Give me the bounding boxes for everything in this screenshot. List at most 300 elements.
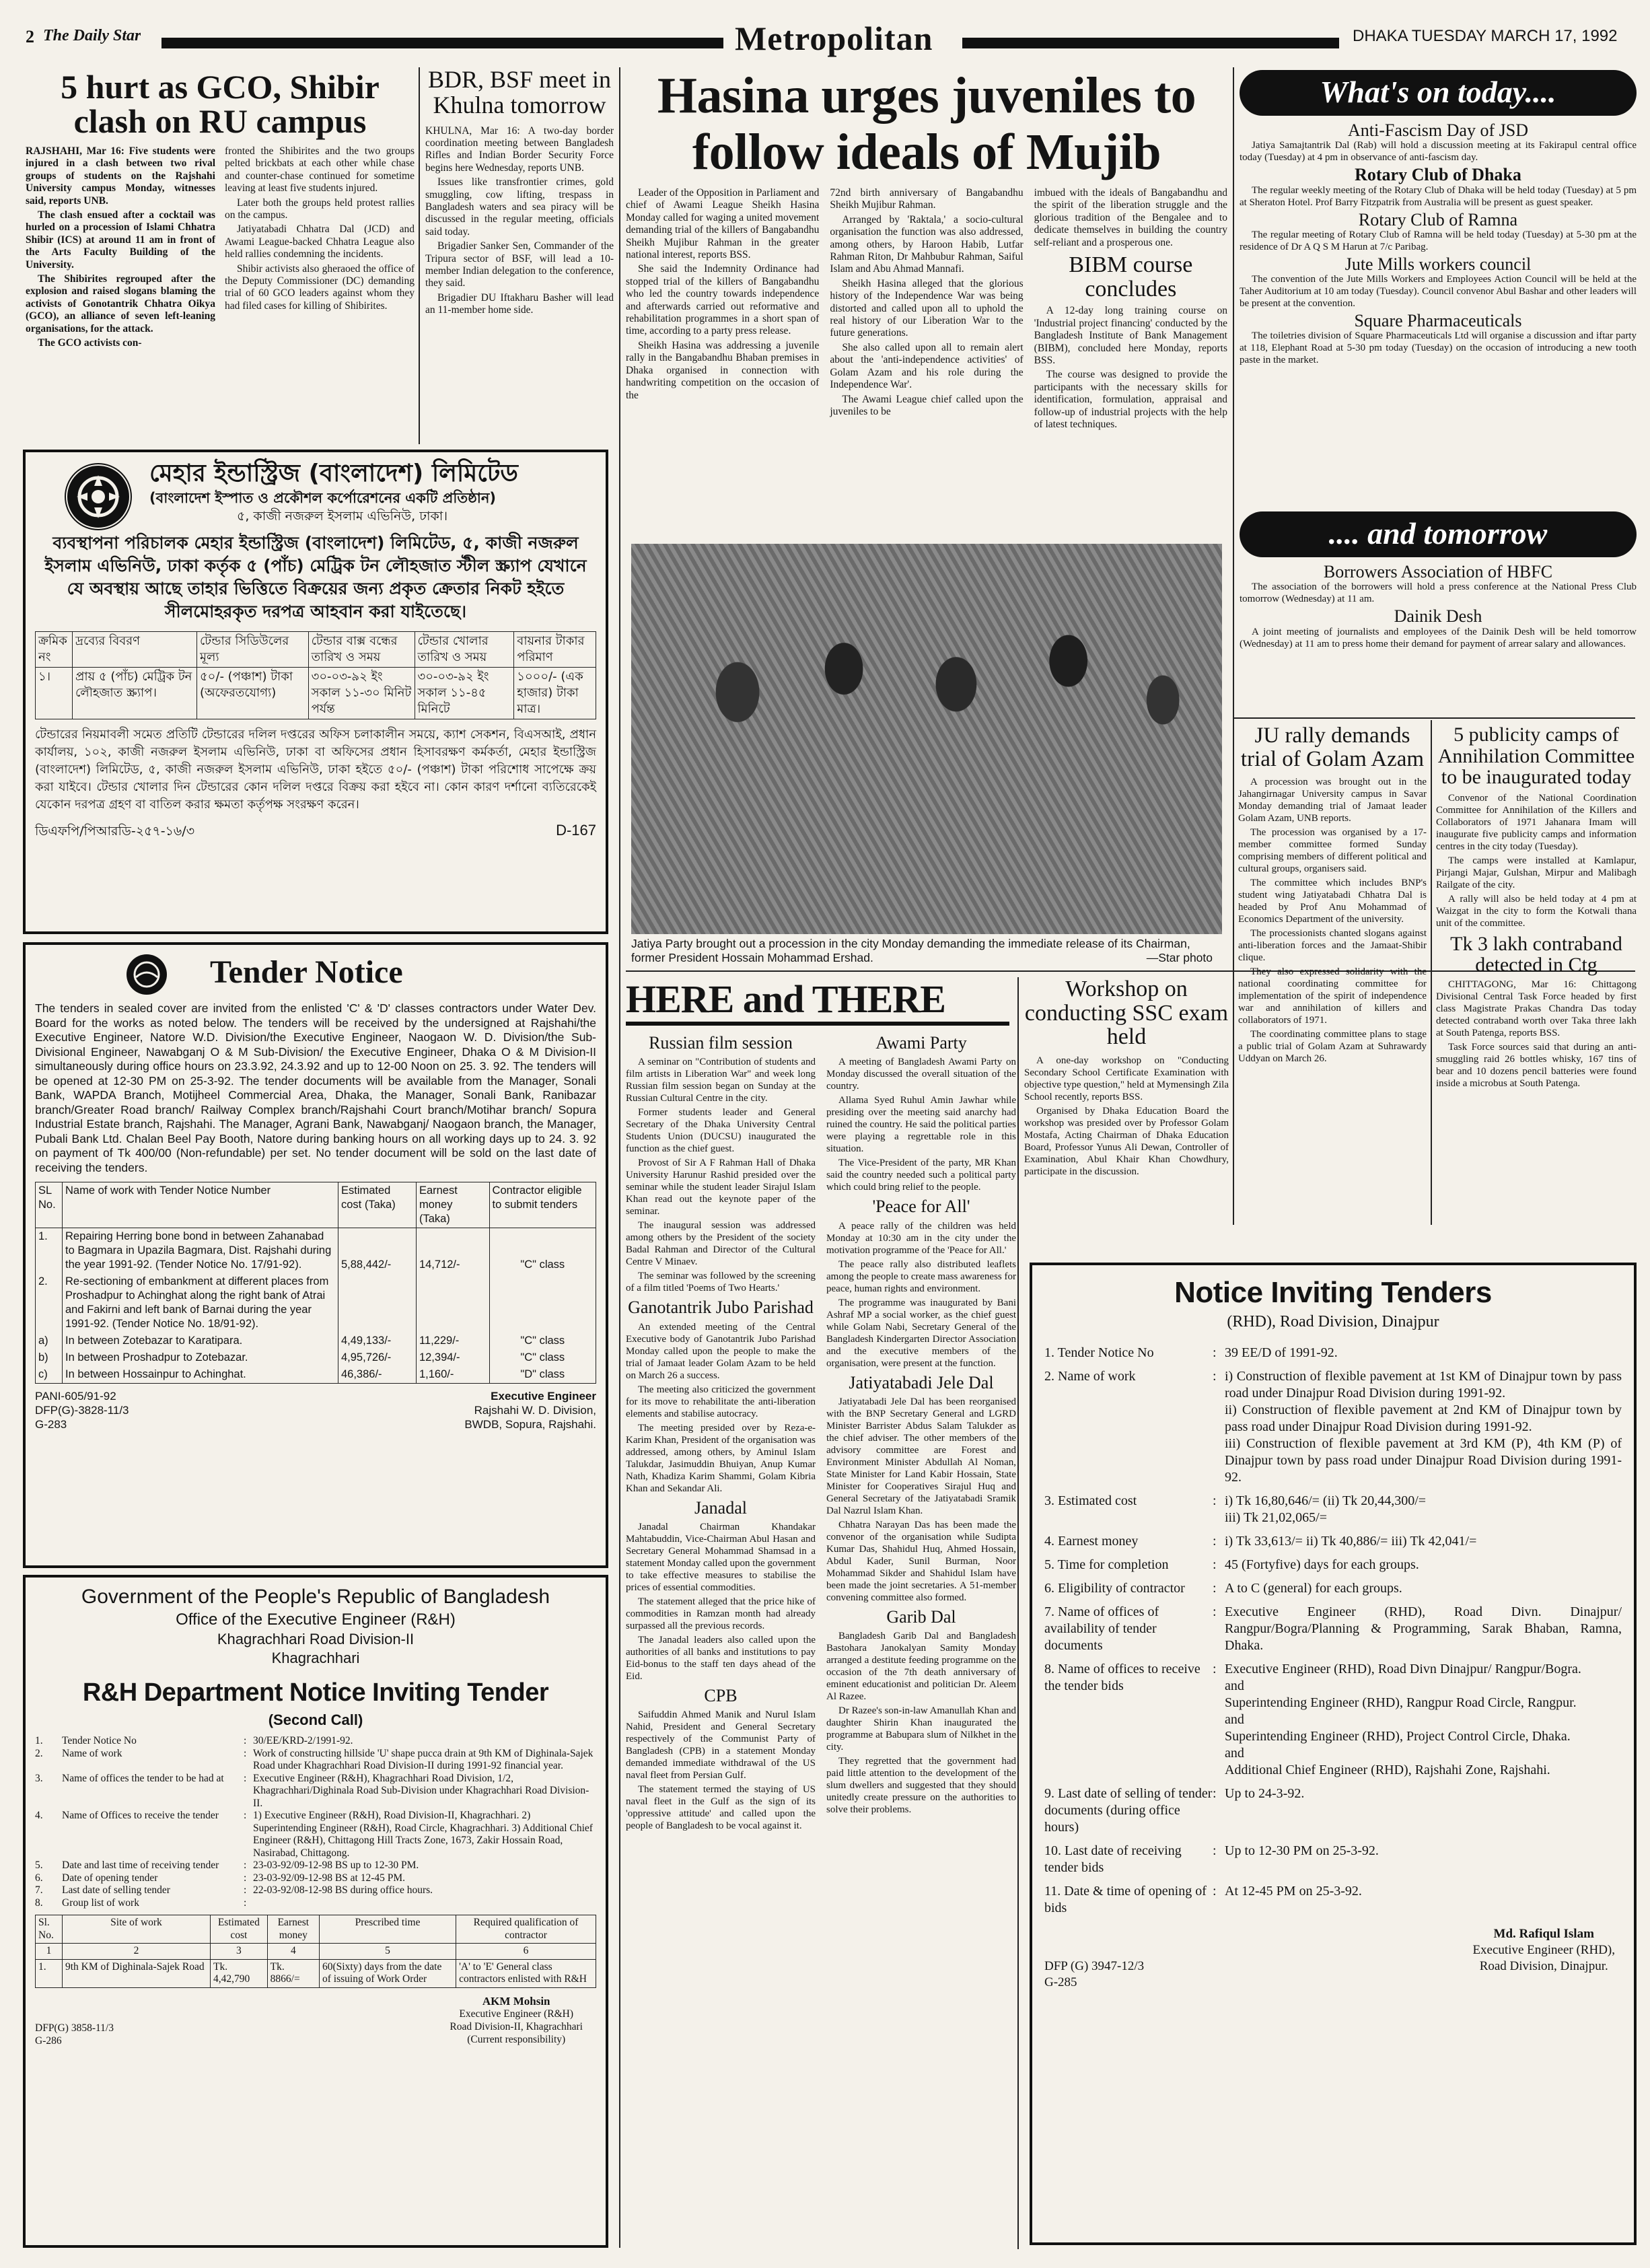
paragraph: They also expressed solidarity with the national coordinating committee for implementation of the spirit of independence war and annihilation of killers and collaborators of 1971.	[1238, 966, 1427, 1026]
sl-cell: 1.	[36, 1228, 63, 1274]
whats-on-today	[1240, 70, 1637, 514]
paragraph: A one-day workshop on "Conducting Secondary School Certificate Examination with objective type question," held at Mymensingh Zila School recently, reports BSS.	[1024, 1055, 1229, 1103]
paragraph: 72nd birth anniversary of Bangabandhu Sheikh Mujibur Rahman.	[830, 187, 1024, 211]
paragraph: Brigadier DU Iftakharu Basher will lead an 11-member home side.	[425, 291, 614, 316]
col-header: ক্রমিক নং	[36, 632, 73, 668]
item-key: Tender Notice No	[62, 1735, 137, 1746]
item-value: Work of constructing hillside 'U' shape pucca drain at 9th KM of Dighinala-Sajek Road under Khagrachhari Road Division-II during 1991-92 financial year.	[253, 1747, 594, 1771]
item-value: 23-03-92/09-12-98 BS up to 12-30 PM.	[253, 1859, 419, 1871]
item-value: 22-03-92/08-12-98 BS during office hours.	[253, 1884, 433, 1896]
separator: :	[1213, 1884, 1217, 1899]
col-header: Site of work	[63, 1915, 211, 1944]
photo-caption: Jatiya Party brought out a procession in the city Monday demanding the immediate release of its Chairman, former President Hossain Mohammad Ershad.	[631, 937, 1190, 964]
tk3-headline: Tk 3 lakh contraband detected in Ctg	[1450, 932, 1622, 976]
nit-row	[1044, 1785, 1622, 1836]
nit-row-key: 4. Earnest money	[1044, 1534, 1139, 1549]
work-cell: In between Hossainpur to Achinghat.	[63, 1366, 338, 1384]
rh-call: (Second Call)	[268, 1711, 363, 1728]
here-and-there	[626, 977, 1016, 2249]
paragraph: The Shibirites regrouped after the explosion and raised slogans blaming the activists of Gonotantrik Chhatra Oikya (GCO), an alliance of seven left-leaning organisations, for the attack.	[26, 273, 215, 334]
item-key: Name of Offices to receive the tender	[62, 1810, 219, 1821]
paragraph: Dr Razee's son-in-law Amanullah Khan and daughter Shirin Khan inaugurated the programme at Babupara slum of Nilkhet in the city.	[826, 1705, 1016, 1753]
masthead-rule-left	[162, 38, 723, 48]
item-value: 30/EE/KRD-2/1991-92.	[253, 1735, 353, 1746]
paragraph: Janadal Chairman Khandakar Mahtabuddin, Vice-Chairman Abul Hasan and Secretary General Mohammad Shamsad in a statement Monday called upon the government to take effective measures to stabilise the prices of essential commodities.	[626, 1521, 816, 1593]
nit-row-value: At 12-45 PM on 25-3-92.	[1225, 1884, 1362, 1899]
ref-line: DFP(G)-3828-11/3	[35, 1404, 129, 1417]
ref-line: G-283	[35, 1418, 67, 1431]
and-tomorrow	[1240, 511, 1637, 713]
tender-signer	[464, 1389, 596, 1431]
column-rule	[1017, 977, 1019, 2249]
event-title: Borrowers Association of HBFC	[1323, 562, 1553, 581]
nit-row-key: 3. Estimated cost	[1044, 1493, 1137, 1508]
col-number: 5	[320, 1944, 456, 1960]
rh-tender-notice: Government of the People's Republic of Bangladesh Office of the Executive Engineer (R&H) Khagrachhari Road Division-II Khagrachhari R&H Department Notice Inviting Tender (Second Call) 1. Tender Notice No : 30/EE/KRD-2/1991-92. 2. Name of work : Work of constructing hillside 'U' shape pucca drain at 9th KM of Dighinala-Sajek Road under Khagrachhari Road Division-II during 1991-92 financial year. 3. Name of offices the tender to be had at : Executive Engineer (R&H), Khagrachhari Road Division, 1/2, Khagrachhari/Dighinala Road Sub-Division under Khagrachhari Road Division-II. 4. Name of Offices to receive the tender : 1) Executive Engineer (R&H), Road Division-II, Khagrachhari. 2) Superintending Engineer (R&H), Road Circle, Khagrachhari. 3) Additional Chief Engineer (R&H), Chittagong Hill Tracts Zone, 1673, Zakir Hossain Road, Nasirabad, Chittagong. 5. Date and last time of receiving tender : 23-03-92/09-12-98 BS up to 12-30 PM. 6. Date of opening tender : 23-03-92/09-12-98 BS at 12-45 PM. 7. Last date of selling tender : 22-03-92/08-12-98 BS during office hours. 8. Group list of work : Sl. No. Site of work Estimated cost Earnest money Prescribed time Required qualification of contractor 1 2 3 4 5 6 1. 9th KM of Dighinala-Sajek Road Tk. 4,42,790 Tk. 8866/= 60(Sixty) days from the date of issuing of Work Order 'A' to 'E' General class contractors enlisted with R&H DFP(G) 3858-11/3 G-286 AKM Mohsin Executive Engineer (R&H) Road Division-II, Khagrachhari (Current responsibility)	[23, 1575, 608, 2248]
division-heading: Khagrachhari Road Division-II	[217, 1631, 415, 1647]
event-text: Jatiya Samajtantrik Dal (Rab) will hold a discussion meeting at its Fakirapul central office today (Tuesday) at 4 pm in observance of anti-fascism day.	[1240, 140, 1637, 164]
paragraph: Task Force sources said that during an anti-smuggling raid 26 bottles whisky, 167 tins of bear and 10 dozens pencil batteries were found inside a microbus at South Patenga.	[1436, 1041, 1637, 1089]
paragraph: They regretted that the government had paid little attention to the development of the slum dwellers and suggested that they should unitedly create pressure on the authorities to solve their problems.	[826, 1756, 1016, 1816]
subhead: Russian film session	[649, 1033, 793, 1053]
company-name: মেহার ইন্ডাস্ট্রিজ (বাংলাদেশ) লিমিটেড	[149, 460, 518, 487]
paragraph: A seminar on "Contribution of students and film artists in Liberation War" and week long Russian film session began on Sunday at the Russian Cultural Centre in the city.	[626, 1057, 816, 1104]
headline: JU rally demands trial of Golam Azam	[1240, 724, 1425, 771]
paragraph: Later both the groups held protest rallies on the campus.	[225, 197, 415, 221]
col-header: বায়নার টাকার পরিমাণ	[514, 632, 596, 668]
paragraph: The Awami League chief called upon the juveniles to be	[830, 393, 1024, 417]
nit-row	[1044, 1345, 1622, 1361]
ref-line: DFP(G) 3858-11/3	[35, 2022, 114, 2034]
subhead: Garib Dal	[886, 1606, 956, 1627]
nit-row	[1044, 1843, 1622, 1876]
table-cell: 9th KM of Dighinala-Sajek Road	[63, 1959, 211, 1987]
column-rule	[1233, 67, 1234, 1225]
col-header: Estimated cost (Taka)	[338, 1182, 417, 1228]
class-cell: "C" class	[489, 1228, 596, 1274]
paper-name: The Daily Star	[43, 27, 141, 44]
paragraph: The statement termed the staying of US naval fleet in the Gulf as the sign of its 'oppressive attitude' and called upon the people of Bangladesh to be vocal against it.	[626, 1784, 816, 1832]
item-key: Date of opening tender	[62, 1872, 158, 1884]
work-cell: In between Proshadpur to Zotebazar.	[63, 1349, 338, 1366]
separator: :	[1213, 1604, 1217, 1619]
nit-row	[1044, 1661, 1622, 1779]
paragraph: Organised by Dhaka Education Board the workshop was presided over by Professor Golam Mostafa, Acting Chairman of Dhaka Education Board, Professor Yunus Ali Dewan, Controller of Examination, Abul Khair Khan Chowdhury, participate in the discussion.	[1024, 1106, 1229, 1178]
work-cell: Re-sectioning of embankment at different places from Proshadpur to Achinghat along the right bank of Atrai and Fakirni and left bank of Barnai during the year 1991-92. (Tender Notice No. 18/91-92).	[63, 1273, 338, 1333]
event-title: Dainik Desh	[1394, 606, 1482, 627]
headline: 5 hurt as GCO, Shibir clash on RU campus	[61, 68, 380, 140]
paragraph: Allama Syed Ruhul Amin Jawhar while presiding over the meeting said anarchy had ruined the country. He said the political parties were playing a regrettable role in this situation.	[826, 1095, 1016, 1155]
ref-line: PANI-605/91-92	[35, 1390, 116, 1403]
event-text: A joint meeting of journalists and employees of the Dainik Desh will be held tomorrow (Wednesday) at 11 am to press home their demand for payment of arrear salary and allowances.	[1240, 626, 1637, 649]
paragraph: The committee which includes BNP's student wing Jatiyatabadi Chhatra Dal is headed by Prof Anu Mohammad of Economics Department of the university.	[1238, 878, 1427, 925]
photo-credit: —Star photo	[1146, 951, 1213, 964]
subhead: Ganotantrik Jubo Parishad	[628, 1298, 814, 1318]
story-ssc-workshop	[1024, 977, 1229, 1246]
paragraph: The Vice-President of the party, MR Khan said the country needed such a political party which could bring relief to the people.	[826, 1158, 1016, 1193]
story-column	[626, 187, 819, 433]
sl-cell: c)	[36, 1366, 63, 1384]
paragraph: The statement alleged that the price hike of commodities in Ramzan month had already surpassed all the previous records.	[626, 1596, 816, 1631]
paragraph: A procession was brought out in the Jahangirnagar University campus in Savar Monday demanding trial of Jamaat leader Golam Azam, UNB reports.	[1238, 777, 1427, 824]
table-cell: ৩০-০৩-৯২ ইং সকাল ১১-৩০ মিনিট পর্যন্ত	[308, 668, 415, 719]
here-there-banner: HERE and THERE	[626, 977, 1009, 1026]
item-number: 2.	[35, 1747, 43, 1759]
item-value	[253, 1897, 596, 1910]
nit-row	[1044, 1557, 1622, 1573]
item-value: Executive Engineer (R&H), Khagrachhari Road Division, 1/2, Khagrachhari/Dighinala Road Sub-Division under Khagrachhari Road Division-II.	[253, 1772, 589, 1809]
company-logo-icon	[63, 462, 133, 532]
ref-line: DFP (G) 3947-12/3	[1044, 1959, 1145, 1973]
nit-refs	[1044, 1926, 1144, 1991]
col-header: Sl. No.	[36, 1915, 63, 1944]
nit-title: Notice Inviting Tenders	[1174, 1276, 1492, 1309]
paragraph: The programme was inaugurated by Bani Ashraf MP a social worker, as the chief guest while Golam Nabi, Secretary General of the Bangladesh Kindergarten Director Association and the executive members of the organisation, were present at the function.	[826, 1297, 1016, 1369]
col-header: Prescribed time	[320, 1915, 456, 1944]
item-key: Last date of selling tender	[62, 1884, 170, 1896]
table-row	[36, 1273, 596, 1333]
nit-row	[1044, 1533, 1622, 1550]
paragraph: An extended meeting of the Central Executive body of Ganotantrik Jubo Parishad Monday called upon the people to make the trial of Jamaat leader Golam Azam to be held on March 26 a success.	[626, 1321, 816, 1381]
paragraph: CHITTAGONG, Mar 16: Chittagong Divisional Central Task Force headed by first class Magistrate Prakas Chandra Das today detected contraband worth over Taka three lakh at South Patenga, reports BSS.	[1436, 979, 1637, 1038]
rh-refs	[35, 1995, 114, 2047]
table-cell: ১।	[36, 668, 73, 719]
paragraph: Shibir activists also gheraoed the office of the Deputy Commissioner (DC) demanding trial of 60 GCO leaders against whom they had filed cases for killing of Shibirites.	[225, 262, 415, 312]
col-number: 1	[36, 1944, 63, 1960]
col-header: টেন্ডার খোলার তারিখ ও সময়	[415, 632, 514, 668]
headline: BDR, BSF meet in Khulna tomorrow	[427, 67, 612, 118]
separator: :	[1213, 1534, 1217, 1549]
nit-row-value: Up to 12-30 PM on 25-3-92.	[1225, 1843, 1379, 1858]
table-cell: ১০০০/- (এক হাজার) টাকা মাত্র।	[514, 668, 596, 719]
nit-row-key: 7. Name of offices of availability of tender documents	[1044, 1604, 1159, 1653]
tender-refs	[35, 1389, 129, 1431]
paragraph: Convenor of the National Coordination Committee for Annihilation of the Killers and Collaborators of 1971 Jahanara Imam will inaugurate five publicity camps and information centres in the city today (Tuesday).	[1436, 792, 1637, 852]
rh-title: R&H Department Notice Inviting Tender	[82, 1678, 549, 1707]
nit-row	[1044, 1580, 1622, 1597]
class-cell: "C" class	[489, 1349, 596, 1366]
nit-row-value: i) Construction of flexible pavement at 1st KM of Dinajpur town by pass road under Dinajpur Road Division during 1991-92. ii) Construction of flexible pavement at 2nd KM of Dinajpur town by pass road under Dinajpur Road Division during 1991-92. iii) Construction of flexible pavement at 3rd KM (P), 4th KM (P) of Dinajpur town by pass road under Dinajpur Road Division during 1991-92.	[1225, 1369, 1622, 1485]
rh-signer	[450, 1995, 583, 2047]
nit-row-key: 9. Last date of selling of tender documents (during office hours)	[1044, 1786, 1213, 1835]
col-header: Required qualification of contractor	[456, 1915, 596, 1944]
bibm-headline: BIBM course concludes	[1069, 252, 1193, 302]
story-column	[1034, 187, 1227, 433]
col-header: টেন্ডার বাক্স বন্ধের তারিখ ও সময়	[308, 632, 415, 668]
paragraph: Issues like transfrontier crimes, gold smuggling, cow lifting, trespass in Bangladesh waters and sea piracy will be discussed in the regular meeting, officials said today.	[425, 176, 614, 238]
nit-dinajpur	[1030, 1263, 1637, 2245]
paragraph: The seminar was followed by the screening of a film titled 'Poems of Two Hearts.'	[626, 1271, 816, 1294]
story-column	[830, 187, 1023, 433]
table-cell: প্রায় ৫ (পাঁচ) মেট্রিক টন লৌহজাত স্ক্র্যাপ।	[73, 668, 197, 719]
event-text: The regular weekly meeting of the Rotary Club of Dhaka will be held today (Tuesday) at 5 pm at Sheraton Hotel. Prof Barry Fitzpatrik from Australia will be present as guest speaker.	[1240, 184, 1637, 208]
paragraph: The processionists chanted slogans against anti-liberation forces and the Jamaat-Shibir clique.	[1238, 928, 1427, 964]
col-header: টেন্ডার সিডিউলের মূল্য	[197, 632, 309, 668]
table-cell: Tk. 4,42,790	[211, 1959, 268, 1987]
nit-row-value: Up to 24-3-92.	[1225, 1786, 1305, 1801]
table-cell: ৫০/- (পঞ্চাশ) টাকা (অফেরতযোগ্য)	[197, 668, 309, 719]
col-header: দ্রব্যের বিবরণ	[73, 632, 197, 668]
col-number: 4	[267, 1944, 319, 1960]
tender-notice-wdb	[23, 942, 608, 1568]
event-title: Anti-Fascism Day of JSD	[1348, 120, 1528, 140]
col-header: Contractor eligible to submit tenders	[489, 1182, 596, 1228]
paragraph: Bangladesh Garib Dal and Bangladesh Bastohara Janokalyan Samity Monday arranged a destitute feeding programme on the occasion of the 7th death anniversary of eminent educationist and politician Dr. Aleem Al Razee.	[826, 1631, 1016, 1703]
paragraph: Provost of Sir A F Rahman Hall of Dhaka University Harunur Rashid presided over the seminar while the student leader Sirajul Islam Khan read out the keynote paper of the seminar.	[626, 1158, 816, 1217]
signer-line: Rajshahi W. D. Division,	[474, 1404, 596, 1417]
subhead: 'Peace for All'	[872, 1197, 970, 1217]
item-value: 23-03-92/09-12-98 BS at 12-45 PM.	[253, 1872, 406, 1884]
nit-row-value: 39 EE/D of 1991-92.	[1225, 1345, 1338, 1360]
headline: Workshop on conducting SSC exam held	[1024, 977, 1229, 1050]
signer-line: (Current responsibility)	[467, 2033, 566, 2045]
nit-rows	[1044, 1345, 1622, 1917]
item-number: 6.	[35, 1872, 43, 1884]
signer-line: BWDB, Sopura, Rajshahi.	[464, 1418, 596, 1431]
paragraph: fronted the Shibirites and the two groups pelted brickbats at each other while chase and counter-chase continued for sometime leaving at least five students injured.	[225, 145, 415, 194]
story-hasina	[626, 67, 1227, 538]
col-header: Earnest money (Taka)	[416, 1182, 489, 1228]
paragraph: The GCO activists con-	[38, 337, 142, 349]
col-number: 2	[63, 1944, 211, 1960]
company-sub: (বাংলাদেশ ইস্পাত ও প্রকৌশল কর্পোরেশনের একটি প্রতিষ্ঠান)	[149, 490, 496, 506]
table-cell: 60(Sixty) days from the date of issuing of Work Order	[320, 1959, 456, 1987]
headline: Hasina urges juveniles to follow ideals of Mujib	[657, 67, 1196, 180]
office-heading: Office of the Executive Engineer (R&H)	[176, 1610, 456, 1629]
event-title: Square Pharmaceuticals	[1354, 311, 1522, 331]
col-header: Earnest money	[267, 1915, 319, 1944]
ad-reference: ডিএফপি/পিআরডি-২৫৭-১৬/৩	[35, 824, 195, 839]
class-cell: "D" class	[489, 1366, 596, 1384]
section-name: Metropolitan	[735, 20, 933, 57]
paragraph: A peace rally of the children was held Monday at 10:30 am in the city under the motivation programme of the 'Peace for All.'	[826, 1220, 1016, 1256]
earnest-cell: 14,712/-	[416, 1228, 489, 1274]
masthead-rule-right	[962, 38, 1339, 48]
nit-row-key: 1. Tender Notice No	[1044, 1345, 1154, 1360]
paragraph: A rally will also be held today at 4 pm at Waizgat in the city to form the Kotwali thana unit of the committee.	[1436, 893, 1637, 929]
nit-row	[1044, 1883, 1622, 1917]
class-cell	[489, 1273, 596, 1333]
nit-row-key: 11. Date & time of opening of bids	[1044, 1884, 1207, 1915]
paragraph: Jatiyatabadi Chhatra Dal (JCD) and Awami League-backed Chhatra League also held rallies condemning the incidents.	[225, 223, 415, 260]
paragraph: Sheikh Hasina was addressing a juvenile rally in the Bangabandhu Bhaban premises in Dhaka organised in connection with handwriting competition on the occasion of the	[626, 339, 820, 401]
paragraph: RAJSHAHI, Mar 16: Five students were injured in a clash between two rival groups of students on the Rajshahi University campus Monday, witnesses said, reports UNB.	[26, 145, 215, 207]
item-number: 5.	[35, 1859, 43, 1871]
nit-row-value: i) Tk 33,613/= ii) Tk 40,886/= iii) Tk 42,041/=	[1225, 1534, 1477, 1549]
page-number: 2	[26, 27, 34, 46]
table-cell: 'A' to 'E' General class contractors enlisted with R&H	[456, 1959, 596, 1987]
story-column	[626, 1034, 816, 1834]
gov-heading: Government of the People's Republic of Bangladesh	[81, 1586, 550, 1608]
cost-cell: 5,88,442/-	[338, 1228, 417, 1274]
subhead: Jatiyatabadi Jele Dal	[849, 1372, 994, 1392]
earnest-cell: 11,229/-	[416, 1333, 489, 1349]
paragraph: Chhatra Narayan Das has been made the convenor of the organisation while Sudipta Kumar Das, Shahidul Huq, Ahmed Hossain, Abdul Kader, Sunil Burman, Noor Mohammad Sikder and Shahidul Islam have been made the joint secretaries. A 51-member convening committee also formed.	[826, 1519, 1016, 1603]
signer-name: AKM Mohsin	[482, 1994, 550, 2008]
notice-footer: টেন্ডারের নিয়মাবলী সমেত প্রতিটি টেন্ডারের দলিল দপ্তরের অফিস চলাকালীন সময়ে, ক্যাশ সেকশন, বিএসআই, প্রধান কার্যালয়, ১০২, কাজী নজরুল ইসলাম এভিনিউ, ঢাকা বা অফিসের প্রধান হিসাবরক্ষণ কর্মকর্তা, মেহার ইন্ডাস্ট্রিজ (বাংলাদেশ) লিমিটেড, ৫, কাজী নজরুল ইসলাম এভিনিউ, ঢাকা হইতে ৫০/- (পঞ্চাশ) টাকা পরিশোধ সাপেক্ষে ক্রয় করা যাইবে। টেন্ডার খোলার দিন টেন্ডারের কোন দলিল দপ্তরে বিক্রয় করা হইবে না। কোন কারণ দর্শানো ব্যতিরেকেই যেকোন দরপত্র গ্রহণ বা বাতিল করার ক্ষমতা কর্তৃপক্ষ সংরক্ষণ করেন।	[35, 728, 596, 812]
col-number: 3	[211, 1944, 268, 1960]
ad-code: D-167	[556, 822, 596, 839]
section-rule	[1234, 717, 1635, 719]
cost-cell: 4,49,133/-	[338, 1333, 417, 1349]
separator: :	[1213, 1369, 1217, 1384]
ref-line: G-285	[1044, 1975, 1077, 1989]
nit-row	[1044, 1493, 1622, 1526]
nit-signer	[1472, 1926, 1615, 1991]
column-rule	[419, 67, 420, 444]
table-row	[36, 1366, 596, 1384]
separator: :	[1213, 1345, 1217, 1360]
cost-cell: 46,386/-	[338, 1366, 417, 1384]
sl-cell: 2.	[36, 1273, 63, 1333]
cost-cell: 4,95,726/-	[338, 1349, 417, 1366]
nit-row-key: 10. Last date of receiving tender bids	[1044, 1843, 1182, 1875]
paragraph: Former students leader and General Secretary of the Dhaka University Central Students Union (DUCSU) inaugurated the function as the chief guest.	[626, 1107, 816, 1155]
item-number: 3.	[35, 1772, 43, 1784]
masthead	[20, 19, 1635, 62]
nit-row-key: 8. Name of offices to receive the tender bids	[1044, 1662, 1200, 1693]
separator: :	[1213, 1786, 1217, 1801]
item-number: 1.	[35, 1735, 43, 1746]
signer-name: Md. Rafiqul Islam	[1493, 1927, 1594, 1941]
separator: :	[1213, 1493, 1217, 1508]
subhead: Janadal	[694, 1497, 747, 1518]
nit-row-key: 5. Time for completion	[1044, 1557, 1169, 1572]
paragraph: The procession was organised by a 17-member committee formed Sunday comprising members of different political and cultural groups, organisers said.	[1238, 827, 1427, 875]
subhead: CPB	[704, 1685, 738, 1705]
event-title: Rotary Club of Ramna	[1358, 209, 1518, 229]
paragraph: The peace rally also distributed leaflets among the people to create mass awareness for peace, human rights and environment.	[826, 1259, 1016, 1294]
subhead: Awami Party	[875, 1033, 967, 1053]
photo-caption-block	[631, 937, 1222, 968]
paragraph: imbued with the ideals of Bangabandhu and the spirit of the liberation struggle and the glorious tradition of the Bengalee and to dedicate themselves in building the country self-reliant and a prosperous one.	[1034, 187, 1227, 248]
ref-line: G-286	[35, 2034, 62, 2047]
table-row	[36, 1349, 596, 1366]
paragraph: Jatiyatabadi Jele Dal has been reorganised with the BNP Secretary General and LGRD Minister Barrister Abdus Salam Talukder as the chief adviser. The other members of the advisory committee are Forest and Environment Minister Abdullah Al Noman, State Minister for Land Kabir Hossain, State Minister for Cooperatives Sirajul Huq and General Secretary of the Jatiyatabadi Sramik Dal Nazrul Islam Khan.	[826, 1396, 1016, 1516]
signer-line: Executive Engineer (R&H)	[459, 2008, 573, 2020]
board-logo-icon	[127, 954, 167, 995]
meher-tender-table	[35, 631, 596, 719]
paragraph: The coordinating committee plans to stage a public trial of Golam Azam at Suhrawardy Uddyan on March 26.	[1238, 1029, 1427, 1065]
sl-cell: a)	[36, 1333, 63, 1349]
table-row	[36, 1959, 596, 1987]
event-text: The regular meeting of Rotary Club of Ramna will be held today (Tuesday) at 5-30 pm at the residence of Dr A Q S M Harun at 7/c Paribag.	[1240, 229, 1637, 252]
cost-cell	[338, 1273, 417, 1333]
story-column	[225, 145, 415, 352]
table-cell: 1.	[36, 1959, 63, 1987]
table-row	[36, 1228, 596, 1274]
sl-cell: b)	[36, 1349, 63, 1366]
paragraph: She also called upon all to remain alert about the 'anti-independence activities' of Golam Azam and his role during the Independence War'.	[830, 341, 1024, 391]
work-cell: Repairing Herring bone bond in between Zahanabad to Bagmara in Upazila Bagmara, Dist. Rajshahi during the year 1991-92. (Tender Notice No. 17/91-92).	[63, 1228, 338, 1274]
paragraph: The course was designed to provide the participants with the necessary skills for identification, formulation, appraisal and follow-up of industrial projects with the help of latest techniques.	[1034, 369, 1227, 431]
paragraph: The inaugural session was addressed among others by the President of the society Badal Rahman and Director of the Cultural Centre V Minaev.	[626, 1220, 816, 1268]
nit-row-key: 6. Eligibility of contractor	[1044, 1581, 1185, 1596]
paragraph: The clash ensued after a cocktail was hurled on a procession of Islami Chhatra Shibir (ICS) at around 11 am in front of the Arts Faculty Building of the University.	[26, 209, 215, 271]
nit-row	[1044, 1604, 1622, 1654]
separator: :	[1213, 1662, 1217, 1676]
item-key: Group list of work	[62, 1897, 139, 1909]
table-row	[36, 1333, 596, 1349]
rh-group-table	[35, 1915, 596, 1988]
table-cell: ৩০-০৩-৯২ ইং সকাল ১১-৪৫ মিনিটে	[415, 668, 514, 719]
event-text: The convention of the Jute Mills Workers and Employees Action Council will be held at the Taher Auditorium at 10 am today (Tuesday). Council convenor Abul Bashar and other leaders will be present at the convention.	[1240, 274, 1637, 310]
tender-title: Tender Notice	[210, 954, 403, 990]
item-number: 8.	[35, 1897, 43, 1909]
col-header: Estimated cost	[211, 1915, 268, 1944]
story-column	[826, 1034, 1016, 1834]
earnest-cell: 12,394/-	[416, 1349, 489, 1366]
paragraph: A meeting of Bangladesh Awami Party on Monday discussed the overall situation of the country.	[826, 1057, 1016, 1092]
company-address: ৫, কাজী নজরুল ইসলাম এভিনিউ, ঢাকা।	[237, 509, 448, 524]
nit-row	[1044, 1368, 1622, 1486]
col-header: Name of work with Tender Notice Number	[63, 1182, 338, 1228]
item-number: 7.	[35, 1884, 43, 1896]
signer-line: Road Division-II, Khagrachhari	[450, 2020, 583, 2032]
nit-row-value: A to C (general) for each groups.	[1225, 1581, 1402, 1596]
event-title: Rotary Club of Dhaka	[1355, 165, 1521, 185]
place-heading: Khagrachhari	[271, 1650, 360, 1666]
dateline: DHAKA TUESDAY MARCH 17, 1992	[1353, 27, 1618, 45]
paragraph: A 12-day long training course on 'Industrial project financing' conducted by the Bangladesh Institute of Bank Management (BIBM), concluded here Monday, reports BSS.	[1034, 305, 1227, 367]
item-value: 1) Executive Engineer (R&H), Road Division-II, Khagrachhari. 2) Superintending Engineer (R&H), Road Circle, Khagrachhari. 3) Additional Chief Engineer (R&H), Chittagong Hill Tracts Zone, 1673, Zakir Hossain Road, Nasirabad, Chittagong.	[253, 1810, 593, 1859]
nit-row-value: Executive Engineer (RHD), Road Divn Dinajpur/ Rangpur/Bogra. and Superintending Engineer (RHD), Rangpur Road Circle, Rangpur. and Superintending Engineer (RHD), Project Control Circle, Dhaka. and Additional Chief Engineer (RHD), Rajshahi Zone, Rajshahi.	[1225, 1662, 1581, 1777]
story-column	[26, 145, 215, 352]
column-rule	[1431, 720, 1432, 1225]
paragraph: She said the Indemnity Ordinance had stopped trial of the killers of Bangabandhu who led the country towards independence and afterwards carried out reformative and rehabilitation programmes in a short span of time, according to a party press release.	[626, 263, 820, 337]
signer-title: Executive Engineer	[491, 1390, 596, 1403]
today-banner: What's on today....	[1240, 70, 1637, 116]
event-title: Jute Mills workers council	[1344, 254, 1532, 274]
paragraph: Saifuddin Ahmed Manik and Nurul Islam Nahid, President and General Secretary respectively of the Communist Party of Bangladesh (CPB) in a statement Monday demanded immediate withdrawal of the US naval fleet from Persian Gulf.	[626, 1709, 816, 1781]
notice-text: ব্যবস্থাপনা পরিচালক মেহার ইন্ডাস্ট্রিজ (বাংলাদেশ) লিমিটেড, ৫, কাজী নজরুল ইসলাম এভিনিউ, ঢাকা কর্তৃক ৫ (পাঁচ) মেট্রিক টন লৌহজাত স্টীল স্ক্র্যাপ যেখানে যে অবস্থায় আছে তাহার ভিত্তিতে বিক্রয়ের জন্য প্রকৃত ক্রেতার নিকট হইতে সীলমোহরকৃত দরপত্র আহবান করা যাইতেছে।	[44, 533, 587, 621]
paragraph: The meeting also criticized the government for its move to rehabilitate the anti-liberation elements and stabilise autocracy.	[626, 1384, 816, 1419]
headline: 5 publicity camps of Annihilation Committee to be inaugurated today	[1437, 724, 1635, 788]
paragraph: Arranged by 'Raktala,' a socio-cultural organisation the function was also addressed, among others, by Haroon Habib, Lutfar Rahman Riton, Dr Mahbubur Rahman, Saiful Islam and Abu Ahmad Mannafi.	[830, 213, 1024, 275]
signer-line: Road Division, Dinajpur.	[1479, 1959, 1608, 1973]
item-key: Date and last time of receiving tender	[62, 1859, 219, 1871]
nit-sub: (RHD), Road Division, Dinajpur	[1227, 1313, 1439, 1331]
col-number: 6	[456, 1944, 596, 1960]
separator: :	[1213, 1843, 1217, 1858]
procession-photo	[631, 544, 1222, 934]
paragraph: Sheikh Hasina alleged that the glorious history of the Independence War was being distorted and called upon all to uphold the real history of our Liberation War to the future generations.	[830, 277, 1024, 339]
earnest-cell	[416, 1273, 489, 1333]
signer-line: Executive Engineer (RHD),	[1472, 1943, 1615, 1957]
paragraph: Leader of the Opposition in Parliament and chief of Awami League Sheikh Hasina Monday called for waging a united movement demanding trial of the killers of Bangabandhu Sheikh Mujibur Rahman in the greater national interest, reports BSS.	[626, 187, 820, 261]
nit-row-value: Executive Engineer (RHD), Road Divn. Dinajpur/ Rangpur/Bogra/Planning & Programming, Sarak Bhaban, Ramna, Dhaka.	[1225, 1604, 1622, 1653]
event-text: The toiletries division of Square Pharmaceuticals Ltd will organise a discussion and iftar party at 118, Elephant Road at 5-30 pm today (Tuesday) on the occasion of introducing a new tooth paste in the market.	[1240, 330, 1637, 366]
paragraph: The Janadal leaders also called upon the authorities of all banks and institutions to pay Eid-bonus to the staff ten days ahead of the Eid.	[626, 1634, 816, 1682]
tender-table	[35, 1182, 596, 1384]
paragraph: Brigadier Sanker Sen, Commander of the Tripura sector of BSF, will lead a 10-member Indian delegation to the conference, they said.	[425, 240, 614, 289]
story-bdr-bsf	[425, 67, 614, 444]
nit-row-value: i) Tk 16,80,646/= (ii) Tk 20,44,300/= iii) Tk 21,02,065/=	[1225, 1493, 1427, 1525]
paragraph: KHULNA, Mar 16: A two-day border coordination meeting between Bangladesh Rifles and Indian Border Security Force begins here Wednesday, reports UNB.	[425, 125, 614, 174]
separator: :	[1213, 1581, 1217, 1596]
story-publicity-camps	[1436, 724, 1637, 1222]
story-ju-rally	[1238, 724, 1427, 1222]
item-number: 4.	[35, 1810, 43, 1821]
tender-intro: The tenders in sealed cover are invited from the enlisted 'C' & 'D' classes contractors under Water Dev. Board for the works as noted below. The tenders will be received by the undersigned at Rajshahi/the Executive Engineer, Natore W.D. Division/the Executive Engineer, Naogaon W. D. Division/the Sub-Divisional Engineer, Nawabganj O & M Sub-Division/ the Executive Engineer, Dhaka O & M Division-II simultaneously during office hours on 23.3.92, 24.3.92 and up to 12-00 Noon on 25. 3. 92. The tenders will be opened at 12-30 PM on 25-3-92. The tender documents will be available from the Manager, Sonali Bank, WAPDA Branch, Motijheel Commercial Area, Dhaka, the Manager, Sonali Bank, Ranibazar branch/Greater Road branch/ Railway Complex branch/Rajshahi Court branch/Motihar branch/ Sopura Industrial Estate branch, Rajshahi. The Manager, Agrani Bank, Nawabganj/ Naogaon branch, the Manager, Pubali Bank Ltd. Chalan Beel Pay Booth, Natore during banking hours on all working days up to 24. 3. 92 on payment of Tk 400/00 (Non-refundable) per set. No tender document will be sold on the last date of receiving the tenders.	[35, 1001, 596, 1174]
col-header: SL No.	[36, 1182, 63, 1228]
story-gco-clash	[26, 67, 415, 444]
paragraph: The meeting presided over by Reza-e-Karim Khan, President of the organisation was addressed, among others, by Aminul Islam Talukdar, Jasimuddin Bhuiyan, Anup Kumar Nath, Khadiza Karim Shammi, Golam Kibria Khan and Sekandar Ali.	[626, 1422, 816, 1494]
event-text: The association of the borrowers will hold a press conference at the National Press Club tomorrow (Wednesday) at 11 am.	[1240, 581, 1637, 605]
nit-row-key: 2. Name of work	[1044, 1369, 1136, 1384]
item-key: Name of work	[62, 1747, 122, 1759]
class-cell: "C" class	[489, 1333, 596, 1349]
